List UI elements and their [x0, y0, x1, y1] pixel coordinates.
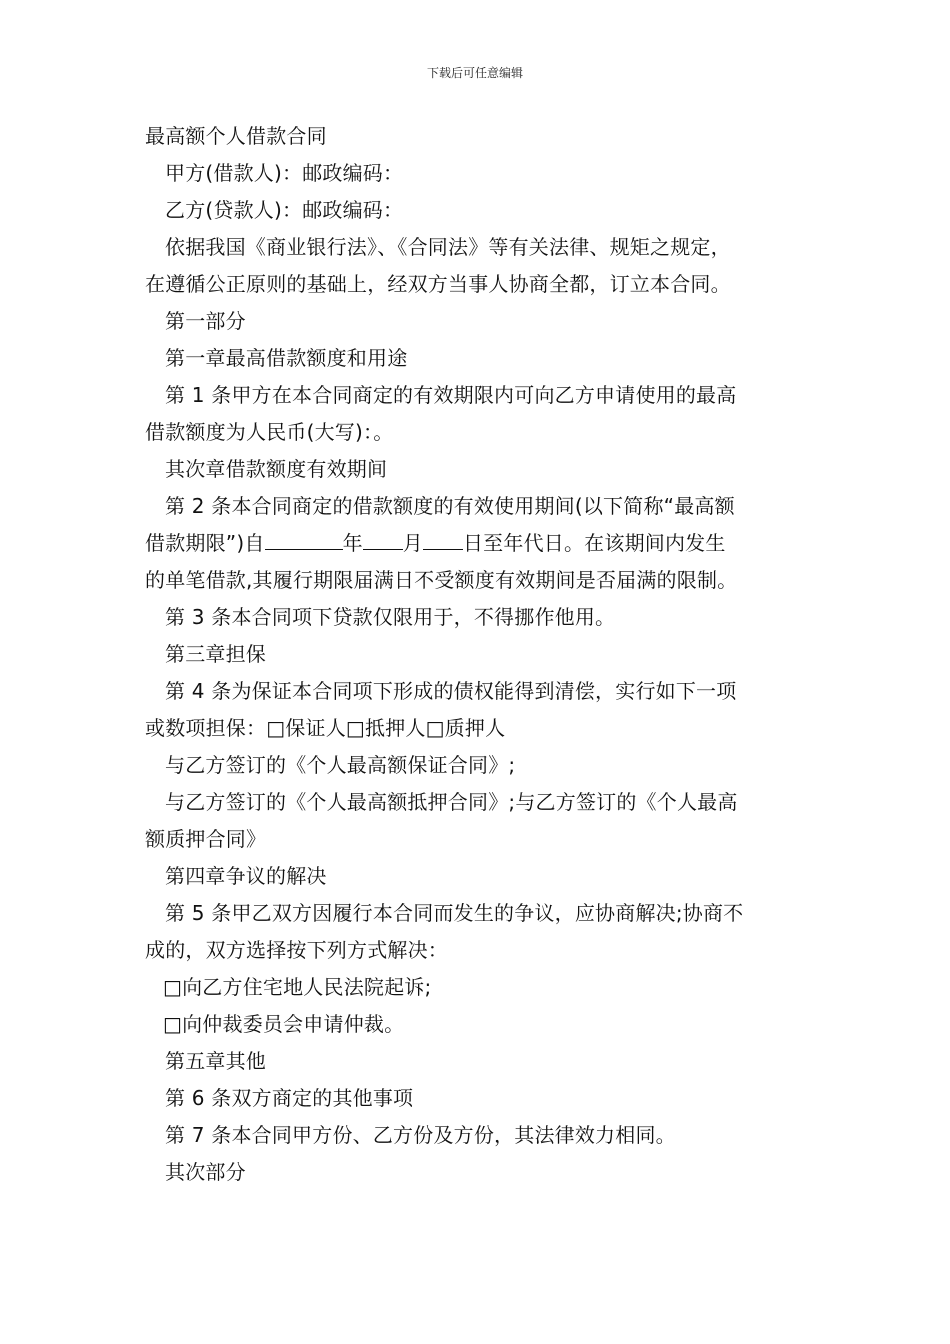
article-1-line-1: 第 1 条甲方在本合同商定的有效期限内可向乙方申请使用的最高: [165, 383, 737, 407]
chapter-three-heading: 第三章担保: [165, 642, 266, 666]
guarantee-line-3: 额质押合同》: [145, 827, 267, 851]
dispute-option-court: □向乙方住宅地人民法院起诉;: [163, 975, 432, 999]
contract-title: 最高额个人借款合同: [145, 124, 327, 148]
guarantee-line-2: 与乙方签订的《个人最高额抵押合同》;与乙方签订的《个人最高: [165, 790, 738, 814]
dispute-option-arbitration: □向仲裁委员会申请仲裁。: [163, 1012, 405, 1036]
article-2-text-d: 日至年代日。在该期间内发生: [462, 531, 726, 555]
preamble-line-2: 在遵循公正原则的基础上，经双方当事人协商全都，订立本合同。: [145, 272, 731, 296]
preamble-line-1: 依据我国《商业银行法》、《合同法》等有关法律、规矩之规定，: [165, 235, 731, 259]
part-two-heading: 其次部分: [165, 1160, 246, 1184]
article-2-text-a: 借款期限”)自: [145, 531, 265, 555]
article-7-line: 第 7 条本合同甲方份、乙方份及方份，其法律效力相同。: [165, 1123, 676, 1147]
party-b-line: 乙方(贷款人)：邮政编码：: [165, 198, 404, 222]
article-2-text-b: 年: [342, 531, 363, 555]
article-4-line-2: 或数项担保：□保证人□抵押人□质押人: [145, 716, 506, 740]
article-2-line-1: 第 2 条本合同商定的借款额度的有效使用期间(以下简称“最高额: [165, 494, 735, 518]
chapter-two-heading: 其次章借款额度有效期间: [165, 457, 388, 481]
year-blank: [265, 527, 343, 550]
chapter-one-heading: 第一章最高借款额度和用途: [165, 346, 408, 370]
article-2-line-2: [145, 525, 825, 562]
part-one-heading: 第一部分: [165, 309, 246, 333]
article-6-line: 第 6 条双方商定的其他事项: [165, 1086, 414, 1110]
party-a-line: 甲方(借款人)：邮政编码：: [165, 161, 404, 185]
guarantee-line-1: 与乙方签订的《个人最高额保证合同》;: [165, 753, 516, 777]
contract-body: [145, 118, 825, 1191]
article-3-line: 第 3 条本合同项下贷款仅限用于，不得挪作他用。: [165, 605, 616, 629]
day-blank: [423, 527, 463, 550]
chapter-four-heading: 第四章争议的解决: [165, 864, 327, 888]
article-2-text-c: 月: [402, 531, 423, 555]
article-1-line-2: 借款额度为人民币(大写)：。: [145, 420, 394, 444]
month-blank: [363, 527, 403, 550]
page-header-note: 下载后可任意编辑: [426, 66, 523, 80]
article-5-line-2: 成的，双方选择按下列方式解决：: [145, 938, 448, 962]
chapter-five-heading: 第五章其他: [165, 1049, 266, 1073]
article-5-line-1: 第 5 条甲乙双方因履行本合同而发生的争议，应协商解决;协商不: [165, 901, 744, 925]
article-4-line-1: 第 4 条为保证本合同项下形成的债权能得到清偿，实行如下一项: [165, 679, 737, 703]
article-2-line-3: 的单笔借款,其履行期限届满日不受额度有效期间是否届满的限制。: [145, 568, 738, 592]
